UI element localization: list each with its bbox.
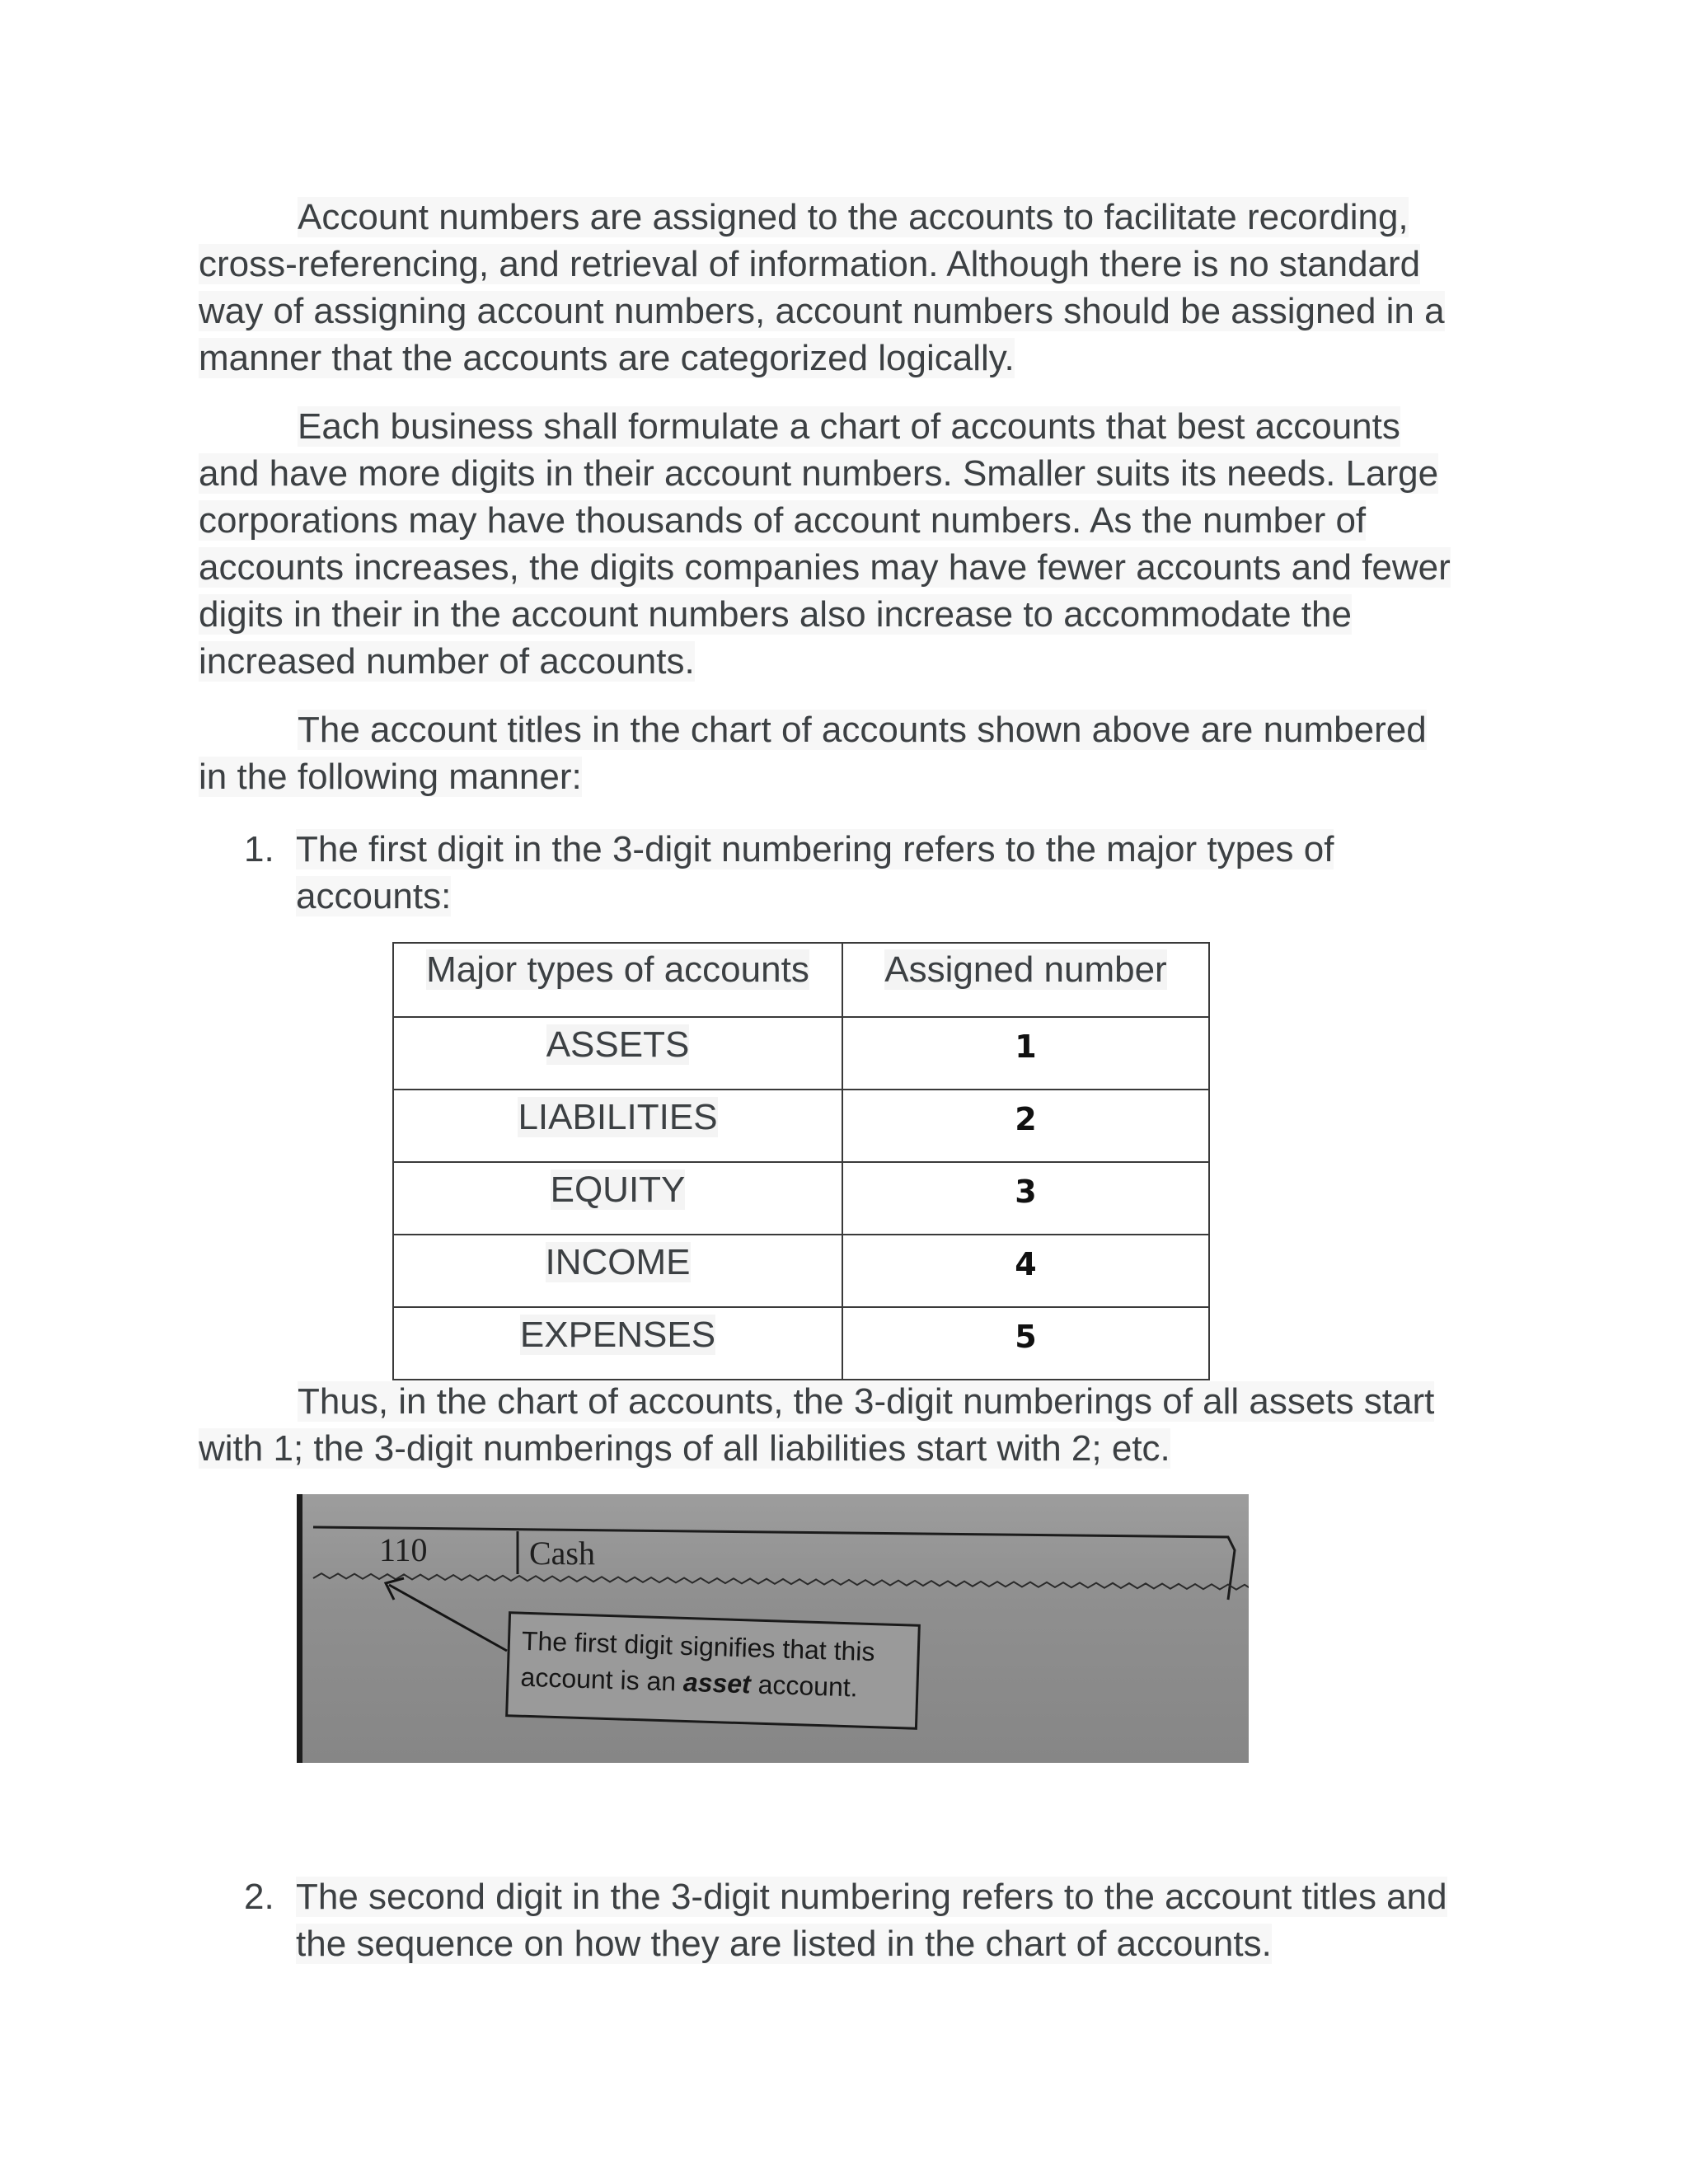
account-number-label: 110 bbox=[379, 1531, 428, 1568]
paragraph-numbering-intro: The account titles in the chart of accounts shown above are numbered in the following manner: bbox=[199, 710, 1427, 797]
column-header-major-types: Major types of accounts bbox=[393, 943, 842, 1017]
paragraph-account-numbers: Account numbers are assigned to the accounts to facilitate recording, cross-referencing, and retrieval of information. Although there is no standard way of assigning account numbers, account numbers should be assigned in a manner that the accounts are categorized logically. bbox=[199, 197, 1445, 378]
table-row bbox=[393, 1162, 1209, 1235]
textbook-excerpt-photo bbox=[297, 1494, 1249, 1763]
list-number: 1. bbox=[244, 829, 274, 869]
table-header-row bbox=[393, 943, 1209, 1017]
table-row bbox=[393, 1235, 1209, 1307]
callout-emphasis: asset bbox=[682, 1666, 752, 1699]
account-type-cell: EXPENSES bbox=[393, 1307, 842, 1380]
list-number: 2. bbox=[244, 1877, 274, 1917]
table-row bbox=[393, 1307, 1209, 1380]
paragraph-thus: Thus, in the chart of accounts, the 3-digit numberings of all assets start with 1; the 3-digit numberings of all liabilities start with 2; etc. bbox=[199, 1381, 1435, 1469]
assigned-number-cell: 2 bbox=[842, 1090, 1209, 1162]
table-row bbox=[393, 1090, 1209, 1162]
account-title-label: Cash bbox=[529, 1535, 595, 1572]
assigned-number-cell: 1 bbox=[842, 1017, 1209, 1090]
account-type-cell: EQUITY bbox=[393, 1162, 842, 1235]
column-header-assigned-number: Assigned number bbox=[842, 943, 1209, 1017]
assigned-number-cell: 3 bbox=[842, 1162, 1209, 1235]
callout-box bbox=[505, 1611, 921, 1730]
account-type-cell: INCOME bbox=[393, 1235, 842, 1307]
callout-line: The first digit signifies that this bbox=[521, 1625, 876, 1667]
paragraph-chart-formulation: Each business shall formulate a chart of accounts that best accounts and have more digits in their account numbers. Smaller suits its needs. Large corporations may have thousands of account numbers. As the number of accounts increases, the digits companies may have fewer accounts and fewer digits in their in the account numbers also increase to accommodate the increased number of accounts. bbox=[199, 406, 1451, 682]
callout-line: account is an asset account. bbox=[520, 1661, 859, 1703]
document-page: Account numbers are assigned to the accounts to facilitate recording, cross-referencing, and retrieval of information. Although there is no standard way of assigning account numbers, account numbers should be assigned in a manner that the accounts are categorized logically. Each business shall formulate a chart of accounts that best accounts and have more digits in their account numbers. Smaller suits its needs. Large corporations may have thousands of account numbers. As the number of accounts increases, the digits companies may have fewer accounts and fewer digits in their in the account numbers also increase to accommodate the increased number of accounts. The account titles in the chart of accounts shown above are numbered in the following manner: 1. The first digit in the 3-digit numbering refers to the major types of accounts: Major types of accounts Assigned number ASSETS 1 LIABILITIES 2 EQUITY 3 INCOME 4 EXPENSES 5 Thus, in the chart of accounts, the 3-digit numberings of all assets start with 1; the 3-digit numberings of all liabilities start with 2; etc. 110 Cash The first digit signifies that this account is an asset account. 2. The second digit in the 3-digit numbering refers to the account titles and the sequence on how they are listed in the chart of accounts. bbox=[0, 0, 1688, 2184]
table-row bbox=[393, 1017, 1209, 1090]
account-types-table bbox=[392, 942, 1210, 1380]
assigned-number-cell: 5 bbox=[842, 1307, 1209, 1380]
account-type-cell: ASSETS bbox=[393, 1017, 842, 1090]
assigned-number-cell: 4 bbox=[842, 1235, 1209, 1307]
account-type-cell: LIABILITIES bbox=[393, 1090, 842, 1162]
